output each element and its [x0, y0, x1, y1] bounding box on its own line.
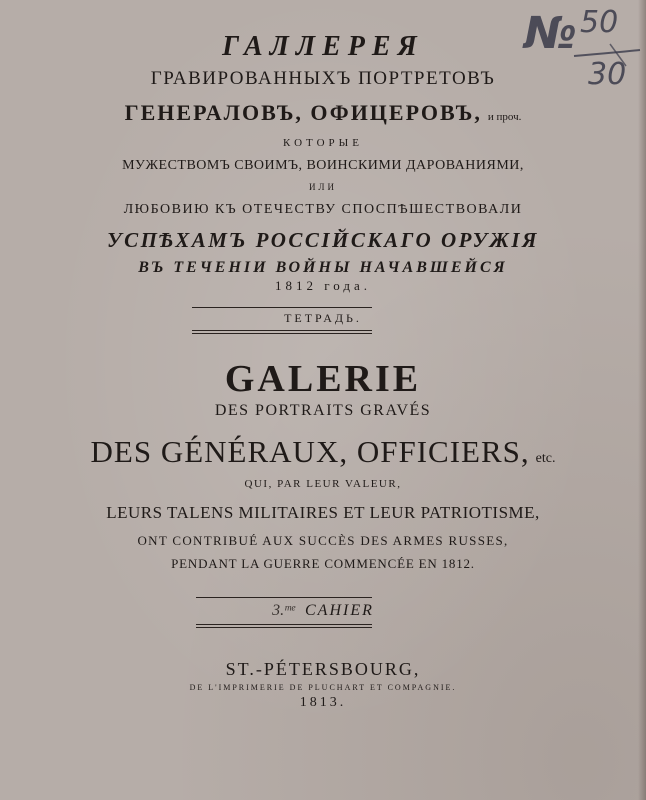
fr-subtitle-generals: DES GÉNÉRAUX, OFFICIERS,	[90, 434, 530, 469]
fr-subtitle-portraits: DES PORTRAITS GRAVÉS	[214, 402, 432, 419]
ru-line-war: ВЪ ТЕЧЕНІИ ВОЙНЫ НАЧАВШЕЙСЯ	[138, 259, 508, 276]
fr-cahier-number: 3.ᵐᵉ	[272, 602, 295, 619]
ru-title: ГАЛЛЕРЕЯ	[222, 31, 424, 62]
imprint-printer: DE L'IMPRIMERIE DE PLUCHART ET COMPAGNIE.	[189, 683, 457, 692]
fr-subtitle-etc: etc.	[535, 451, 556, 466]
ru-rule-bottom	[192, 330, 372, 331]
fr-line-contributed: ONT CONTRIBUÉ AUX SUCCÈS DES ARMES RUSSES,	[137, 533, 509, 548]
page-edge-shadow	[638, 0, 646, 800]
fr-cahier-label: CAHIER	[305, 602, 374, 619]
ru-rule-top	[192, 307, 372, 308]
ru-section-tetrad: ТЕТРАДЬ.	[284, 311, 362, 325]
ru-subtitle-portraits: ГРАВИРОВАННЫХЪ ПОРТРЕТОВЪ	[150, 68, 496, 89]
ru-subtitle-generals: ГЕНЕРАЛОВЪ, ОФИЦЕРОВЪ,	[124, 100, 482, 125]
fr-line-talents: LEURS TALENS MILITAIRES ET LEUR PATRIOTISME,	[106, 503, 540, 522]
ru-subtitle-etc: и проч.	[487, 111, 522, 123]
fr-line-valour: QUI, PAR LEUR VALEUR,	[244, 478, 402, 490]
imprint-year: 1813.	[299, 695, 347, 710]
ru-line-or: ИЛИ	[308, 182, 338, 192]
ru-line-year: 1812 года.	[274, 278, 372, 293]
shelf-mark-number-sign: №	[524, 8, 577, 59]
ru-line-success: УСПѢХАМЪ РОССІЙСКАГО ОРУЖІЯ	[106, 228, 540, 252]
ru-line-which: КОТОРЫЕ	[283, 137, 363, 149]
fr-line-war: PENDANT LA GUERRE COMMENCÉE EN 1812.	[171, 556, 475, 571]
fr-subtitle-generals-line	[0, 436, 646, 467]
fr-rule-top	[196, 597, 372, 598]
shelf-mark-top: 50	[580, 5, 619, 40]
fr-cahier-line	[0, 603, 646, 619]
shelf-mark-text	[510, 4, 646, 114]
fr-title: GALERIE	[224, 358, 422, 400]
shelf-mark	[510, 4, 646, 114]
ru-line-love: ЛЮБОВИЮ КЪ ОТЕЧЕСТВУ СПОСПѢШЕСТВОВАЛИ	[123, 202, 523, 217]
imprint-city: ST.-PÉTERSBOURG,	[225, 659, 421, 679]
ru-line-courage: МУЖЕСТВОМЪ СВОИМЪ, ВОИНСКИМИ ДАРОВАНИЯМИ,	[122, 158, 524, 173]
fr-rule-bottom	[196, 624, 372, 625]
shelf-mark-bottom: 30	[588, 57, 627, 92]
